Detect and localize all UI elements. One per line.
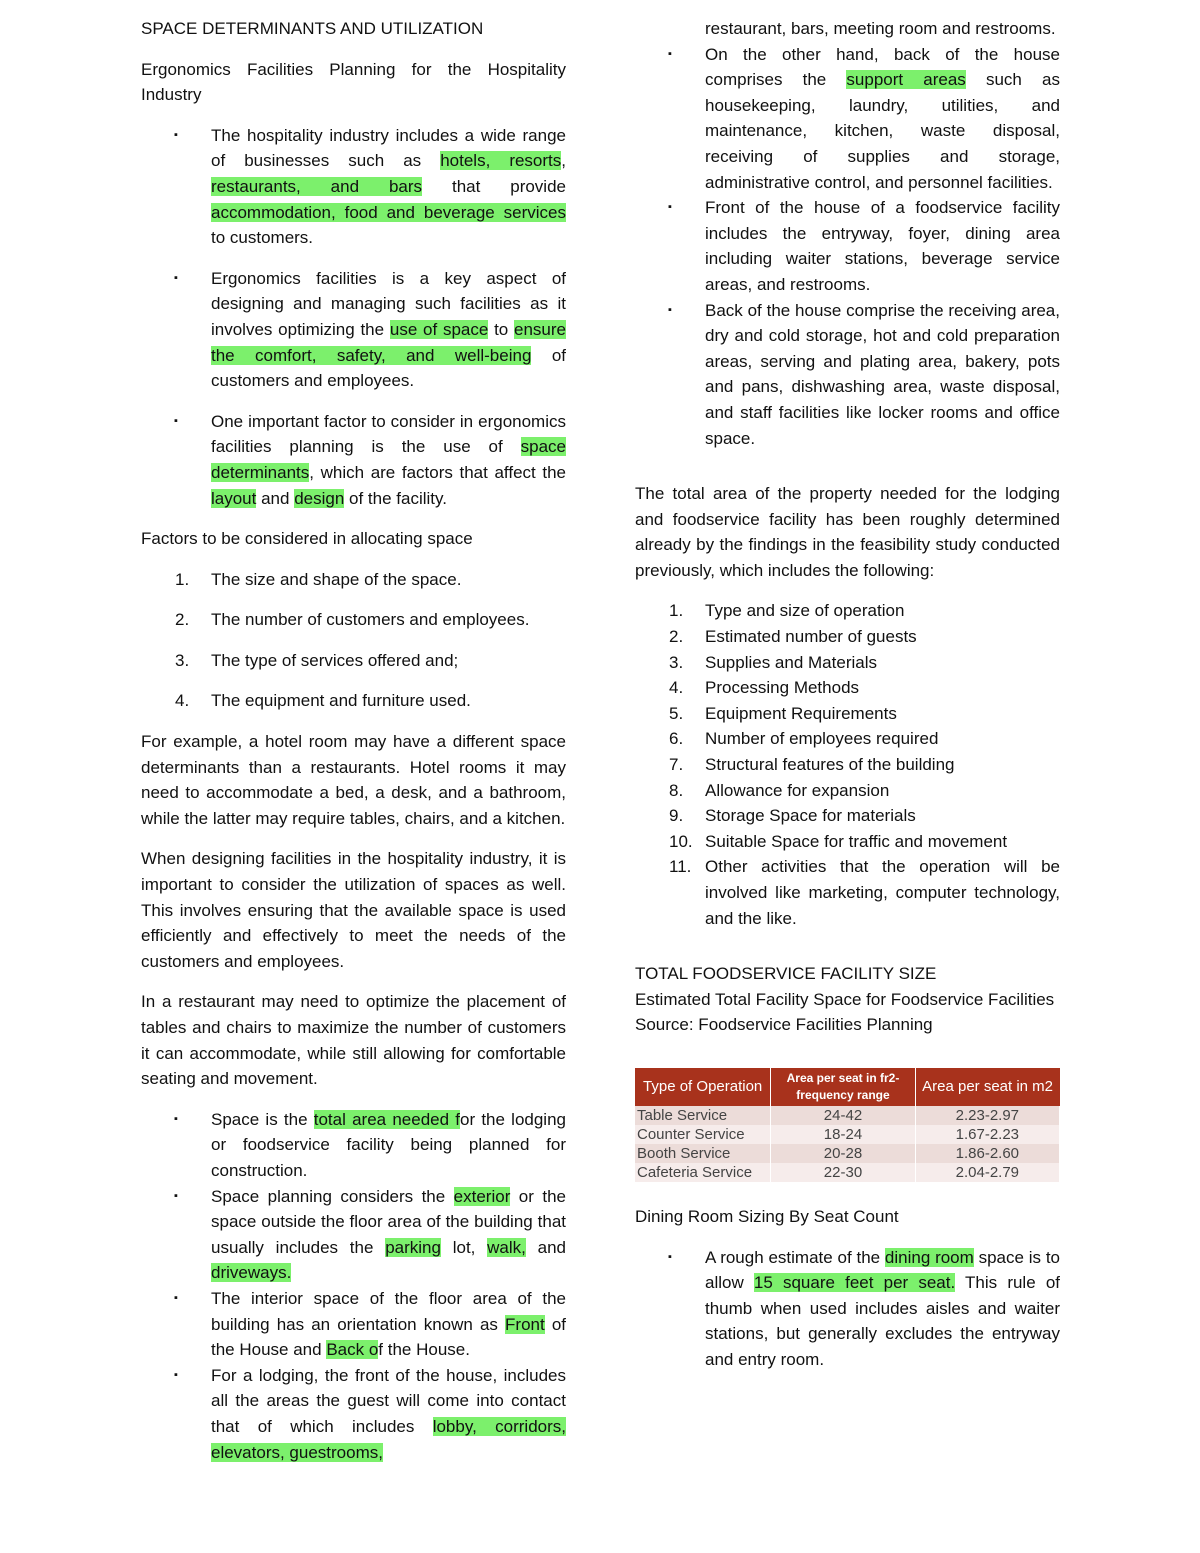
table-row: Booth Service 20-28 1.86-2.60 <box>635 1144 1060 1163</box>
header-area-m2: Area per seat in m2 <box>915 1068 1059 1106</box>
bullet-interior: ▪ The interior space of the floor area of the building has an orientation known as Front of the House and Back of the House. <box>141 1286 566 1363</box>
bullet-foodservice-front: ▪ Front of the house of a foodservice facility includes the entryway, foyer, dining area including waiter stations, beverage service areas, and restrooms. <box>635 195 1060 297</box>
bullet-foodservice-back: ▪ Back of the house comprise the receiving area, dry and cold storage, hot and cold preparation areas, serving and plating area, bakery, pots and pans, dishwashing area, waste disposal, and staff facilities like locker rooms and office space. <box>635 298 1060 452</box>
list-item: 2. Estimated number of guests <box>669 627 917 647</box>
dining-heading: Dining Room Sizing By Seat Count <box>635 1206 899 1226</box>
list-item: 8. Allowance for expansion <box>669 780 890 800</box>
bullet-lodging-front: ▪ For a lodging, the front of the house, includes all the areas the guest will come into contact that of which includes lobby, corridors, elevators, guestrooms, <box>141 1363 566 1465</box>
list-item: 1. The size and shape of the space. <box>175 569 462 589</box>
highlight: hotels, resorts <box>440 151 562 171</box>
factors-list <box>141 567 566 714</box>
highlight: total area needed f <box>313 1109 460 1129</box>
bullet-continuation: restaurant, bars, meeting room and restrooms. <box>705 19 1056 38</box>
list-item: 4. Processing Methods <box>669 678 860 698</box>
header-type: Type of Operation <box>635 1068 771 1106</box>
house-bullets <box>635 42 1060 452</box>
list-item: 9. Storage Space for materials <box>669 806 916 826</box>
highlight: 15 square feet per seat. <box>753 1273 956 1293</box>
list-item: 3. The type of services offered and; <box>175 650 459 670</box>
doc-subtitle: Ergonomics Facilities Planning for the Hospitality Industry <box>141 59 566 105</box>
list-item: 3. Supplies and Materials <box>669 652 877 672</box>
highlight: space determinants <box>211 437 566 482</box>
area-per-seat-table <box>635 1068 1060 1182</box>
size-source: Source: Foodservice Facilities Planning <box>635 1015 933 1035</box>
highlight: Front <box>505 1314 545 1334</box>
table-row: Counter Service 18-24 1.67-2.23 <box>635 1125 1060 1144</box>
size-subheading: Estimated Total Facility Space for Foodservice Facilities <box>635 989 1055 1009</box>
highlight: accommodation, food and beverage services <box>211 202 566 222</box>
highlight: layout <box>211 488 257 508</box>
list-item: 6. Number of employees required <box>669 729 939 749</box>
bullet-back-of-house: ▪ On the other hand, back of the house comprises the support areas such as housekeeping, laundry, utilities, and maintenance, kitchen, waste disposal, receiving of supplies and storage, administrative control, and personnel facilities. <box>635 42 1060 196</box>
dining-bullets <box>635 1245 1060 1373</box>
list-item: 11. Other activities that the operation will be involved like marketing, computer technology, and the like. <box>669 857 1060 928</box>
highlight: design <box>294 488 345 508</box>
size-heading: TOTAL FOODSERVICE FACILITY SIZE <box>635 964 937 984</box>
highlight: restaurants, and bars <box>211 176 423 196</box>
list-item: 10. Suitable Space for traffic and movement <box>669 831 1008 851</box>
highlight: walk, <box>487 1237 526 1257</box>
paragraph-utilization: When designing facilities in the hospitality industry, it is important to consider the utilization of spaces as well. This involves ensuring that the available space is used efficiently and effectively to meet the needs of the customers and employees. <box>141 849 566 971</box>
bullet-hospitality: ▪ The hospitality industry includes a wide range of businesses such as hotels, resorts, restaurants, and bars that provide accommodation, food and beverage services to customers. <box>141 123 566 251</box>
right-column <box>635 16 1060 1388</box>
table-row: Table Service 24-42 2.23-2.97 <box>635 1106 1060 1125</box>
left-column <box>141 16 566 1480</box>
bullet-dining-room: ▪ A rough estimate of the dining room space is to allow 15 square feet per seat. This rule of thumb when used includes aisles and waiter stations, but generally excludes the entryway and entry room. <box>635 1245 1060 1373</box>
intro-bullets <box>141 123 566 511</box>
highlight: dining room <box>884 1247 974 1267</box>
highlight: driveways. <box>211 1263 292 1283</box>
highlight: lobby, corridors, elevators, guestrooms, <box>211 1416 566 1462</box>
factors-heading: Factors to be considered in allocating space <box>141 529 473 549</box>
list-item: 2. The number of customers and employees. <box>175 610 530 630</box>
table-header-row <box>635 1068 1060 1106</box>
highlight: parking <box>385 1237 441 1257</box>
header-area-ft2: Area per seat in fr2-frequency range <box>771 1068 915 1106</box>
list-item: 1. Type and size of operation <box>669 601 905 621</box>
list-item: 4. The equipment and furniture used. <box>175 691 471 711</box>
bullet-total-area: ▪ Space is the total area needed for the lodging or foodservice facility being planned for construction. <box>141 1107 566 1184</box>
bullet-space-determinants: ▪ One important factor to consider in ergonomics facilities planning is the use of space determinants, which are factors that affect the layout and design of the facility. <box>141 409 566 511</box>
highlight: use of space <box>389 319 489 339</box>
paragraph-example: For example, a hotel room may have a different space determinants than a restaurants. Hotel rooms it may need to accommodate a bed, a desk, and a bathroom, while the latter may require tables, chairs, and a kitchen. <box>141 732 566 828</box>
highlight: support areas <box>846 70 966 90</box>
highlight: exterior <box>453 1186 511 1206</box>
list-item: 5. Equipment Requirements <box>669 703 897 723</box>
bullet-exterior: ▪ Space planning considers the exterior or the space outside the floor area of the building that usually includes the parking lot, walk, and driveways. <box>141 1184 566 1286</box>
doc-title: SPACE DETERMINANTS AND UTILIZATION <box>141 19 484 38</box>
list-item: 7. Structural features of the building <box>669 755 955 775</box>
highlight: ensure the comfort, safety, and well-being <box>211 319 566 365</box>
feasibility-list <box>635 598 1060 931</box>
bullet-ergonomics: ▪ Ergonomics facilities is a key aspect of designing and managing such facilities as it involves optimizing the use of space to ensure the comfort, safety, and well-being of customers and employees. <box>141 266 566 394</box>
table-row: Cafeteria Service 22-30 2.04-2.79 <box>635 1163 1060 1182</box>
paragraph-restaurant: In a restaurant may need to optimize the placement of tables and chairs to maximize the number of customers it can accommodate, while still allowing for comfortable seating and movement. <box>141 992 566 1089</box>
paragraph-total-area: The total area of the property needed for the lodging and foodservice facility has been roughly determined already by the findings in the feasibility study conducted previously, which includes the following: <box>635 484 1060 580</box>
highlight: Back o <box>326 1340 379 1360</box>
space-bullets <box>141 1107 566 1465</box>
